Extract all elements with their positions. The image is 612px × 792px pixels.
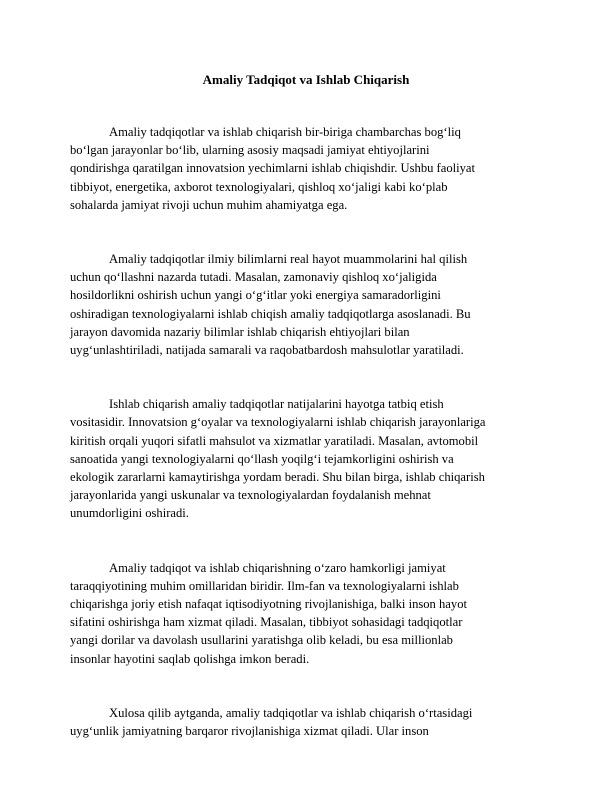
paragraph-line: tibbiyot, energetika, axborot texnologiyalari, qishloq xo‘jaligi kabi ko‘plab — [70, 179, 448, 194]
paragraph-line: jarayonlarida yangi uskunalar va texnologiyalardan foydalanish mehnat — [70, 488, 431, 503]
paragraph-line: ekologik zararlarni kamaytirishga yordam beradi. Shu bilan birga, ishlab chiqarish — [70, 470, 485, 485]
paragraph-line: chiqarishga joriy etish nafaqat iqtisodiyotning rivojlanishiga, balki inson hayot — [70, 597, 467, 612]
paragraph-1 — [70, 123, 542, 214]
paragraph-line: uyg‘unlashtiriladi, natijada samarali va raqobatbardosh mahsulotlar yaratiladi. — [70, 343, 464, 358]
paragraph-line: yangi dorilar va davolash usullarini yaratishga olib keladi, bu esa millionlab — [70, 633, 453, 648]
paragraph-line: oshiradigan texnologiyalarni ishlab chiqish amaliy tadqiqotlarga asoslanadi. Bu — [70, 306, 471, 321]
paragraph-4 — [70, 559, 542, 668]
paragraph-line: Amaliy tadqiqotlar va ishlab chiqarish bir-biriga chambarchas bog‘liq — [109, 125, 461, 139]
paragraph-line: Amaliy tadqiqotlar ilmiy bilimlarni real hayot muammolarini hal qilish — [109, 252, 468, 267]
paragraph-line: Ishlab chiqarish amaliy tadqiqotlar natijalarini hayotga tatbiq etish — [109, 397, 444, 412]
paragraph-5 — [70, 704, 542, 740]
paragraph-line: vositasidir. Innovatsion g‘oyalar va texnologiyalarni ishlab chiqarish jarayonlariga — [70, 415, 486, 430]
paragraph-line: Xulosa qilib aytganda, amaliy tadqiqotlar va ishlab chiqarish o‘rtasidagi — [109, 705, 473, 720]
paragraph-line: uyg‘unlik jamiyatning barqaror rivojlanishiga xizmat qiladi. Ular inson — [70, 724, 429, 739]
paragraph-3 — [70, 395, 542, 522]
paragraph-line: insonlar hayotini saqlab qolishga imkon beradi. — [70, 651, 310, 666]
paragraph-line: jarayon davomida nazariy bilimlar ishlab chiqarish ehtiyojlari bilan — [70, 324, 410, 339]
paragraph-line: taraqqiyotining muhim omillaridan biridir. Ilm-fan va texnologiyalarni ishlab — [70, 578, 459, 593]
paragraph-line: qondirishga qaratilgan innovatsion yechimlarni ishlab chiqishdir. Ushbu faoliyat — [70, 161, 476, 176]
paragraph-line: hosildorlikni oshirish uchun yangi o‘g‘itlar yoki energiya samaradorligini — [70, 288, 441, 303]
paragraph-line: kiritish orqali yuqori sifatli mahsulot va xizmatlar yaratiladi. Masalan, avtomobil — [70, 433, 479, 448]
document-body — [70, 123, 542, 776]
paragraph-line: uchun qo‘llashni nazarda tutadi. Masalan, zamonaviy qishloq xo‘jaligida — [70, 270, 437, 285]
paragraph-line: sanoatida yangi texnologiyalarni qo‘llash yoqilg‘i tejamkorligini oshirish va — [70, 451, 454, 466]
paragraph-line: Amaliy tadqiqot va ishlab chiqarishning o‘zaro hamkorligi jamiyat — [109, 560, 446, 575]
document-title: Amaliy Tadqiqot va Ishlab Chiqarish — [202, 72, 410, 87]
paragraph-line: bo‘lgan jarayonlar bo‘lib, ularning asosiy maqsadi jamiyat ehtiyojlarini — [70, 143, 430, 158]
paragraph-line: sohalarda jamiyat rivoji uchun muhim ahamiyatga ega. — [70, 197, 348, 212]
paragraph-line: sifatini oshirishga ham xizmat qiladi. Masalan, tibbiyot sohasidagi tadqiqotlar — [70, 615, 463, 630]
paragraph-2 — [70, 250, 542, 359]
paragraph-line: unumdorligini oshiradi. — [70, 506, 189, 521]
